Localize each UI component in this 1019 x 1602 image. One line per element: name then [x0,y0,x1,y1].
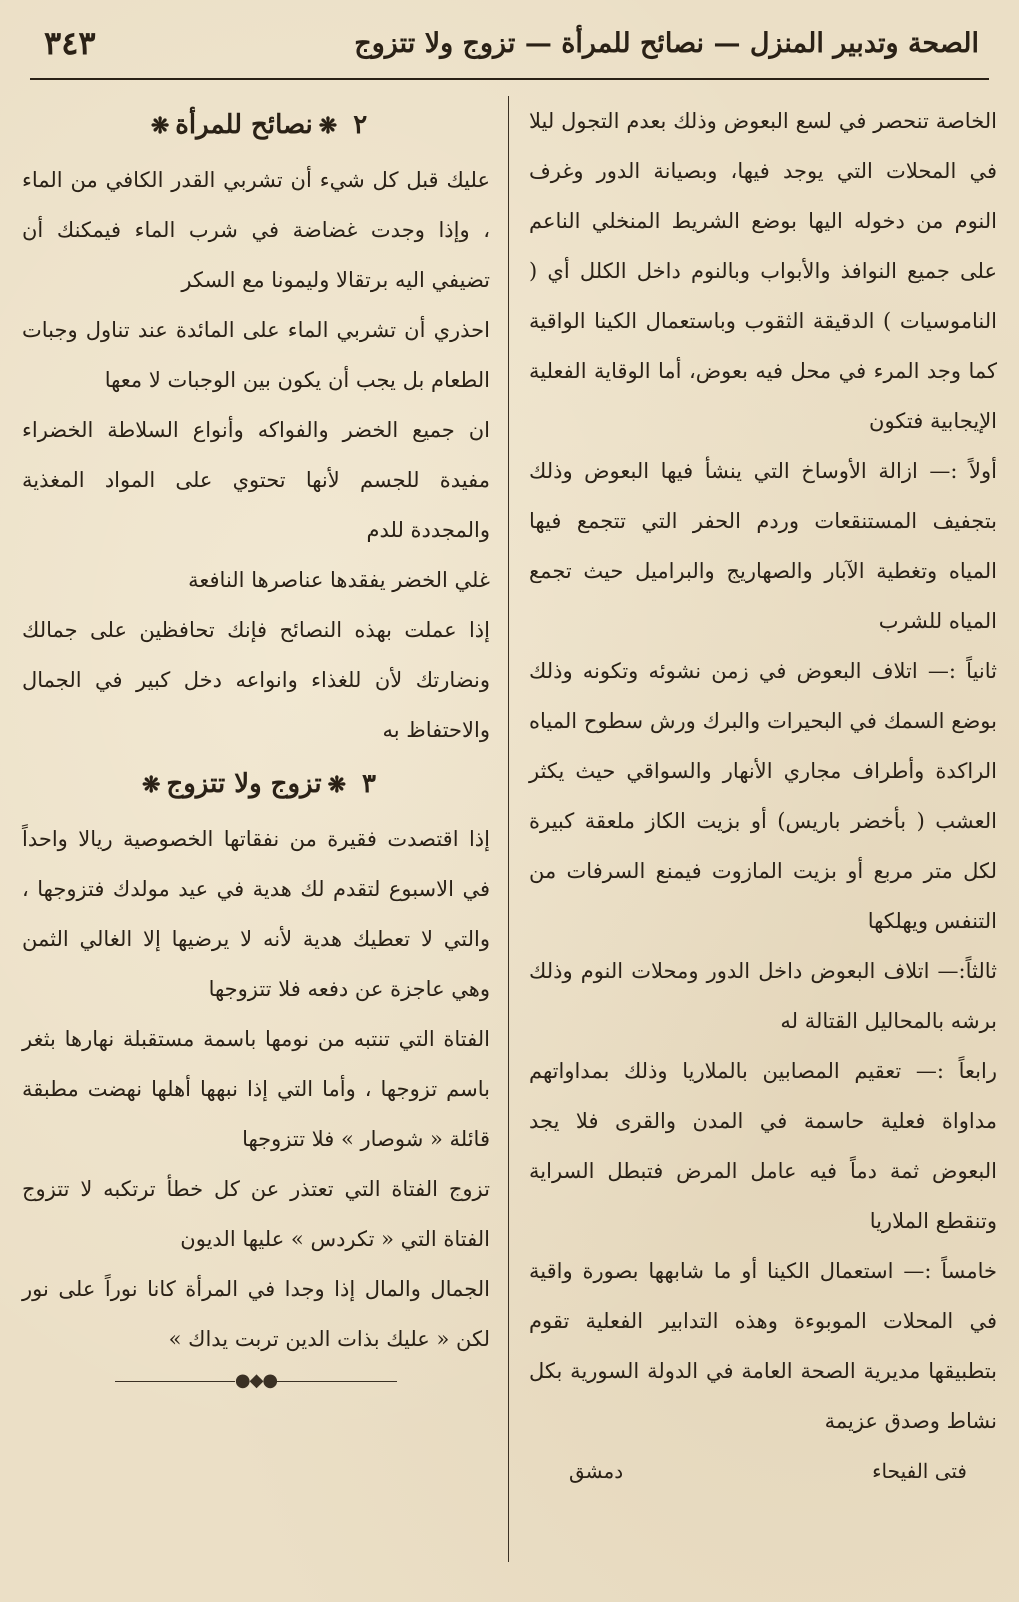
section-number: ٣ [362,769,377,799]
ornament-icon: ❋ [318,113,338,139]
right-column [529,96,997,1496]
section-title: تزوج ولا تتزوج [166,769,322,799]
running-title: الصحة وتدبير المنزل — نصائح للمرأة — تزوج ولا تتزوج [354,28,979,59]
marriage-paragraph: إذا اقتصدت فقيرة من نفقاتها الخصوصية ريالا واحداً في الاسبوع لتقدم لك هدية في عيد مولدك فتزوجها ، والتي لا تعطيك هدية لأنه لا يرضيها إلا الغالي الثمن وهي عاجزة عن دفعه فلا تتزوجها [22,827,490,1001]
ornament-line [115,1381,235,1382]
author-place: دمشق [569,1459,624,1483]
marriage-paragraph: الفتاة التي تنتبه من نومها باسمة مستقبلة نهارها بثغر باسم تزوجها ، وأما التي إذا نبهها أهلها نهضت مطبقة قائلة « شوصار » فلا تتزوجها [22,1027,490,1151]
section-heading-women-advice [22,96,490,155]
paragraph-second: ثانياً :— اتلاف البعوض في زمن نشوئه وتكونه وذلك بوضع السمك في البحيرات والبرك ورش سطوح المياه الراكدة وأطراف مجاري الأنهار والسواقي حيث يكثر العشب ( بأخضر باريس) أو بزيت الكاز ملعقة كبيرة لكل متر مربع أو بزيت المازوت فيمنع السرفات من التنفس ويهلكها [529,659,997,933]
advice-paragraph: غلي الخضر يفقدها عناصرها النافعة [188,568,490,592]
column-divider [508,96,509,1562]
section-title: نصائح للمرأة [175,110,313,140]
advice-paragraph: عليك قبل كل شيء أن تشربي القدر الكافي من الماء ، وإذا وجدت غضاضة في شرب الماء فيمكنك أن تضيفي اليه برتقالا وليمونا مع السكر [22,168,490,292]
end-ornament [22,1364,490,1398]
paragraph-fifth: خامساً :— استعمال الكينا أو ما شابهها بصورة واقية في المحلات الموبوءة وهذه التدابير الفعلية تقوم بتطبيقها مديرية الصحة العامة في الدولة السورية بكل نشاط وصدق عزيمة [529,1259,997,1433]
ornament-icon: ●◆● [234,1370,278,1391]
header-rule [30,78,989,80]
page-number: ٣٤٣ [44,24,96,62]
page-header [30,20,989,72]
ornament-icon: ❋ [141,772,161,798]
marriage-paragraph: تزوج الفتاة التي تعتذر عن كل خطأ ترتكبه لا تتزوج الفتاة التي « تكردس » عليها الديون [22,1177,490,1251]
ornament-line [277,1381,397,1382]
paragraph-prevention-intro: الخاصة تنحصر في لسع البعوض وذلك بعدم التجول ليلا في المحلات التي يوجد فيها، وبصيانة الدور وغرف النوم من دخوله اليها بوضع الشريط المنخلي الناعم على جميع النوافذ والأبواب وبالنوم داخل الكلل أي ( الناموسيات ) الدقيقة الثقوب وباستعمال الكينا الواقية كما وجد المرء في محل فيه بعوض، أما الوقاية الفعلية الإيجابية فتكون [529,109,997,433]
paragraph-fourth: رابعاً :— تعقيم المصابين بالملاريا وذلك بمداواتهم مداواة فعلية حاسمة في المدن والقرى فلا يجد البعوض ثمة دماً فيه عامل المرض فتبطل السراية وتنقطع الملاريا [529,1059,997,1233]
article-signature [529,1446,997,1496]
left-column [22,96,490,1398]
marriage-paragraph: الجمال والمال إذا وجدا في المرأة كانا نوراً على نور لكن « عليك بذات الدين تربت يداك » [22,1277,490,1351]
advice-paragraph: احذري أن تشربي الماء على المائدة عند تناول وجبات الطعام بل يجب أن يكون بين الوجبات لا معها [22,318,490,392]
section-heading-marry [22,755,490,814]
paragraph-first: أولاً :— ازالة الأوساخ التي ينشأ فيها البعوض وذلك بتجفيف المستنقعات وردم الحفر التي تتجمع فيها المياه وتغطية الآبار والصهاريج والبراميل حيث تجمع المياه للشرب [529,459,997,633]
advice-paragraph: إذا عملت بهذه النصائح فإنك تحافظين على جمالك ونضارتك لأن للغذاء وانواعه دخل كبير في الجمال والاحتفاظ به [22,618,490,742]
section-number: ٢ [353,110,368,140]
paragraph-third: ثالثاً:— اتلاف البعوض داخل الدور ومحلات النوم وذلك برشه بالمحاليل القتالة له [529,959,997,1033]
ornament-icon: ❋ [150,113,170,139]
ornament-icon: ❋ [327,772,347,798]
advice-paragraph: ان جميع الخضر والفواكه وأنواع السلاطة الخضراء مفيدة للجسم لأنها تحتوي على المواد المغذية والمجددة للدم [22,418,490,542]
author-name: فتى الفيحاء [872,1459,967,1483]
